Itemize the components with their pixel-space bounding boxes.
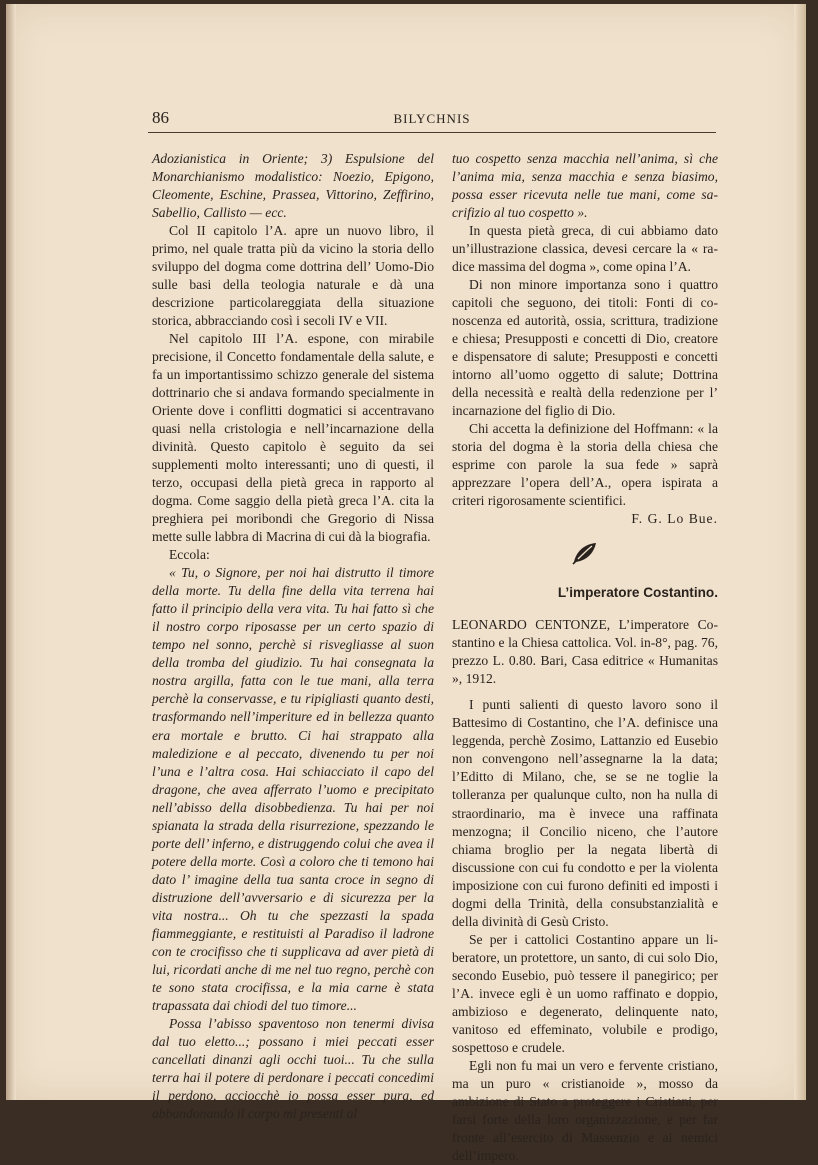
paragraph: Egli non fu mai un vero e fervente cristiano, ma un puro « cristianoide », mosso da ambizione di Stato a proteggere i Cristiani, per farsi forte della loro organizzazione, e per far fronte all’esercito di Massenzio e ai nemici dell’impero. xyxy=(452,1057,718,1163)
page-number: 86 xyxy=(152,108,169,127)
paragraph: Nel capitolo III l’A. espone, con mirabile precisione, il Concetto fondamentale della salute, e fa un importantissimo schizzo generale del sistema dottrinario che si andava formando specialmente in Oriente dove i conflitti dogmatici si accentravano quasi nella cristologia e nell’incarnazione della divinità. Questo capitolo è seguito da sei supplementi molto interessanti; uno di questi, il terzo, occupasi della pietà greca in rapporto al dogma. Come saggio della pietà greca l’A. cita la preghiera pei moribondi che Gregorio di Nissa mette sulle labbra di Macrina di cui dà la biografia. xyxy=(152,331,434,545)
page-header xyxy=(148,108,716,133)
section-title: L’imperatore Costantino. xyxy=(557,585,718,601)
quoted-prayer: tuo cospetto senza macchia nell’anima, sì che l’anima mia, senza macchia e senza biasimo, possa esser ricevuta nelle tue mani, come sacrifizio al tuo cospetto ». xyxy=(452,151,718,221)
right-column xyxy=(452,150,718,1165)
quoted-prayer: « Tu, o Signore, per noi hai distrutto il timore della morte. Tu della fine della vita terrena hai fatto il principio della vera vita. Tu hai fatto sì che il nostro corpo riposasse per un certo spazio di tempo nel sonno, perchè si risvegliasse al suon della tromba del giudizio. Tu hai consegnata la nostra argilla, fatta con le tue mani, alla terra perchè la conservasse, e tu ripigliasti quanto desti, trasformando nell’imperiture ed in bellezza quanto era mortale e brutto. Ci hai strappato alla maledizione e al peccato, divenendo tu per noi l’una e l’altra cosa. Hai schiacciato il capo del dragone, che avea afferrato l’uomo e precipitato nell’abisso della disobbedienza. Tu hai per noi spianata la strada della risurrezione, spezzando le porte dell’ inferno, e distruggendo colui che avea il potere della morte. Così a coloro che ti temono hai dato l’ imagine della tua santa croce in segno di distruzione dell’avversario e di sicurezza per la vita nostra... Oh tu che spezzasti la spada fiammeggiante, e restituisti al Paradiso il ladrone con te crocifisso che ti supplicava ad aver pietà di lui, ricordati anche di me nel tuo regno, perchè con te sono stata crocifissa, e la mia carne è stata trapassata dai chiodi del tuo timore... xyxy=(152,565,434,1013)
book-page xyxy=(6,4,806,1163)
paragraph: I punti salienti di questo lavoro sono il Battesimo di Costantino, che l’A. definisce una leggenda, perchè Zosimo, Lattanzio ed Eusebio non convengono nell’assegnarne la la data; l’Editto di Milano, che, se se ne toglie la tolleranza per qualunque culto, non ha nulla di straordinario, ma è invece una raffinata menzogna; il Concilio niceno, che l’autore chiama broglio per la negata libertà di discussione con cui fu condotto e per la violenta imposizione con cui furono definiti ed imposti i dogmi della Trinità, della consubstanzialità e della divinità di Gesù Cristo. xyxy=(452,697,718,929)
paragraph: Adozianistica in Oriente; 3) Espulsione del Monarchianismo modalistico: Noezio, Epigono, Cleomente, Eschine, Prassea, Vittorino, Zeffirino, Sabellio, Callisto — ecc. xyxy=(152,151,434,221)
paragraph: Se per i cattolici Costantino appare un liberatore, un protettore, un santo, di cui solo Dio, secondo Eusebio, può tessere il panegirico; per l’A. invece egli è un uomo raffinato e doppio, ambizioso e degenerato, delinquente nato, vanitoso ed effeminato, volubile e prodigo, sospettoso e crudele. xyxy=(452,931,718,1055)
book-citation: LEONARDO CENTONZE, L’imperatore Costantino e la Chiesa cattolica. Vol. in-8°, pag. 76, prezzo L. 0.80. Bari, Casa editrice « Humanitas », 1912. xyxy=(452,617,718,687)
page-gutter xyxy=(6,4,16,1100)
paragraph: Eccola: xyxy=(169,547,210,563)
leaf-fleuron-icon xyxy=(452,540,718,574)
paragraph: Di non minore importanza sono i quattro capitoli che seguono, dei titoli: Fonti di conoscenza ed autorità, ossia, scrittura, tradizione e chiesa; Presupposti e concetti di Dio, creatore e dispensatore di salute; Presupposti e concetti intorno all’uomo oggetto di salute; Dottrina della necessità e realtà della redenzione per l’ incarnazione del figlio di Dio. xyxy=(452,277,718,419)
quoted-prayer: Possa l’abisso spaventoso non tenermi divisa dal tuo eletto...; possano i miei peccati esser cancellati dinanzi agli occhi tuoi... Tu che sulla terra hai il potere di perdonare i peccati concedimi il perdono, acciocchè io possa esser pura, ed abbandonando il corpo mi presenti al xyxy=(152,1015,434,1121)
running-head: BILYCHNIS xyxy=(393,111,471,126)
paragraph: Chi accetta la definizione del Hoffmann: « la storia del dogma è la storia della chiesa che esprime con parole la sua fede » saprà apprezzare l’opera dell’A., opera ispirata a criteri rigorosamente scientifici. xyxy=(452,421,718,509)
paragraph: In questa pietà greca, di cui abbiamo dato un’illustrazione classica, devesi cercare la « radice massima del dogma », come opina l’A. xyxy=(452,223,718,275)
review-signature: F. G. Lo Bue. xyxy=(631,511,718,527)
paragraph: Col II capitolo l’A. apre un nuovo libro, il primo, nel quale tratta più da vicino la storia dello sviluppo del dogma come dottrina dell’ Uomo-Dio sulle basi della teologia naturale e dà una descrizione particolareggiata della situazione storica, abbracciando così i secoli IV e VII. xyxy=(152,223,434,329)
left-column xyxy=(152,150,434,1123)
page-edge xyxy=(794,4,806,1100)
